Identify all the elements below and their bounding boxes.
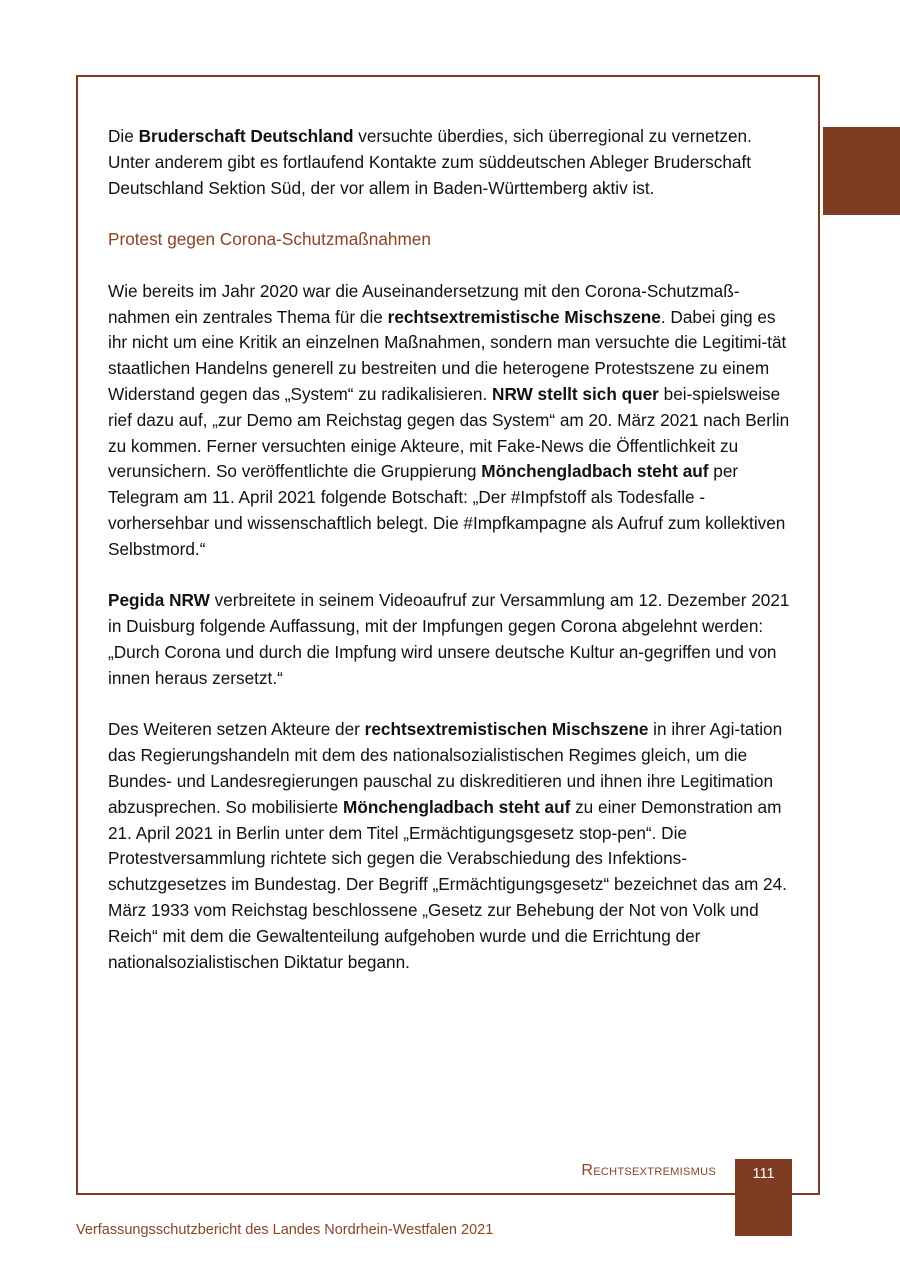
paragraph-agitation: Des Weiteren setzen Akteure der rechtsextremistischen Mischszene in ihrer Agi-tation das Regierungshandeln mit dem des nationalsozialistischen Regimes gleich, um die Bundes- und Landesregierungen pauschal zu diskreditieren und ihnen ihre Legitimation abzusprechen. So mobilisierte Mönchengladbach steht auf zu einer Demonstration am 21. April 2021 in Berlin unter dem Titel „Ermächtigungsgesetz stop-pen“. Die Protestversammlung richtete sich gegen die Verabschiedung des Infektions-schutzgesetzes im Bundestag. Der Begriff „Ermächtigungsgesetz“ bezeichnet das am 24. März 1933 vom Reichstag beschlossene „Gesetz zur Behebung der Not von Volk und Reich“ mit dem die Gewaltenteilung aufgehoben wurde und die Errichtung der nationalsozialistischen Diktatur begann. [108,719,787,972]
footer-section-label: Rechtsextremismus [581,1162,716,1179]
bold-term: rechtsextremistische Mischszene [387,306,661,327]
bold-term: Mönchengladbach steht auf [343,796,571,817]
page-number-box [735,1159,792,1236]
chapter-side-tab [823,127,900,215]
paragraph-bruderschaft: Die Bruderschaft Deutschland versuchte überdies, sich überregional zu vernetzen. Unter anderem gibt es fortlaufend Kontakte zum süddeutschen Ableger Bruderschaft Deutschland Sektion Süd, der vor allem in Baden-Württemberg aktiv ist. [108,126,752,198]
section-heading: Protest gegen Corona-Schutzmaßnahmen [108,229,431,250]
paragraph-pegida: Pegida NRW verbreitete in seinem Videoaufruf zur Versammlung am 12. Dezember 2021 in Duisburg folgende Auffassung, mit der Impfungen gegen Corona abgelehnt werden: „Durch Corona und durch die Impfung wird unsere deutsche Kultur an-gegriffen und von innen heraus zersetzt.“ [108,590,790,688]
bold-term: NRW stellt sich quer [492,383,659,404]
page-number: 111 [752,1166,775,1182]
report-title: Verfassungsschutzbericht des Landes Nordrhein-Westfalen 2021 [76,1222,494,1238]
main-content [108,124,798,975]
paragraph-corona-protest: Wie bereits im Jahr 2020 war die Auseinandersetzung mit den Corona-Schutzmaß-nahmen ein zentrales Thema für die rechtsextremistische Mischszene. Dabei ging es ihr nicht um eine Kritik an einzelnen Maßnahmen, sondern man versuchte die Legitimi-tät staatlichen Handelns generell zu bestreiten und die heterogene Protestszene zu einem Widerstand gegen das „System“ zu radikalisieren. NRW stellt sich quer bei-spielsweise rief dazu auf, „zur Demo am Reichstag gegen das System“ am 20. März 2021 nach Berlin zu kommen. Ferner versuchten einige Akteure, mit Fake-News die Öffentlichkeit zu verunsichern. So veröffentlichte die Gruppierung Mönchengladbach steht auf per Telegram am 11. April 2021 folgende Botschaft: „Der #Impfstoff als Todesfalle - vorhersehbar und wissenschaftlich belegt. Die #Impfkampagne als Aufruf zum kollektiven Selbstmord.“ [108,280,790,559]
bold-term: Mönchengladbach steht auf [481,461,709,482]
bold-term: Bruderschaft Deutschland [138,126,354,146]
bold-term: Pegida NRW [108,590,210,611]
bold-term: rechtsextremistischen Mischszene [364,719,649,740]
